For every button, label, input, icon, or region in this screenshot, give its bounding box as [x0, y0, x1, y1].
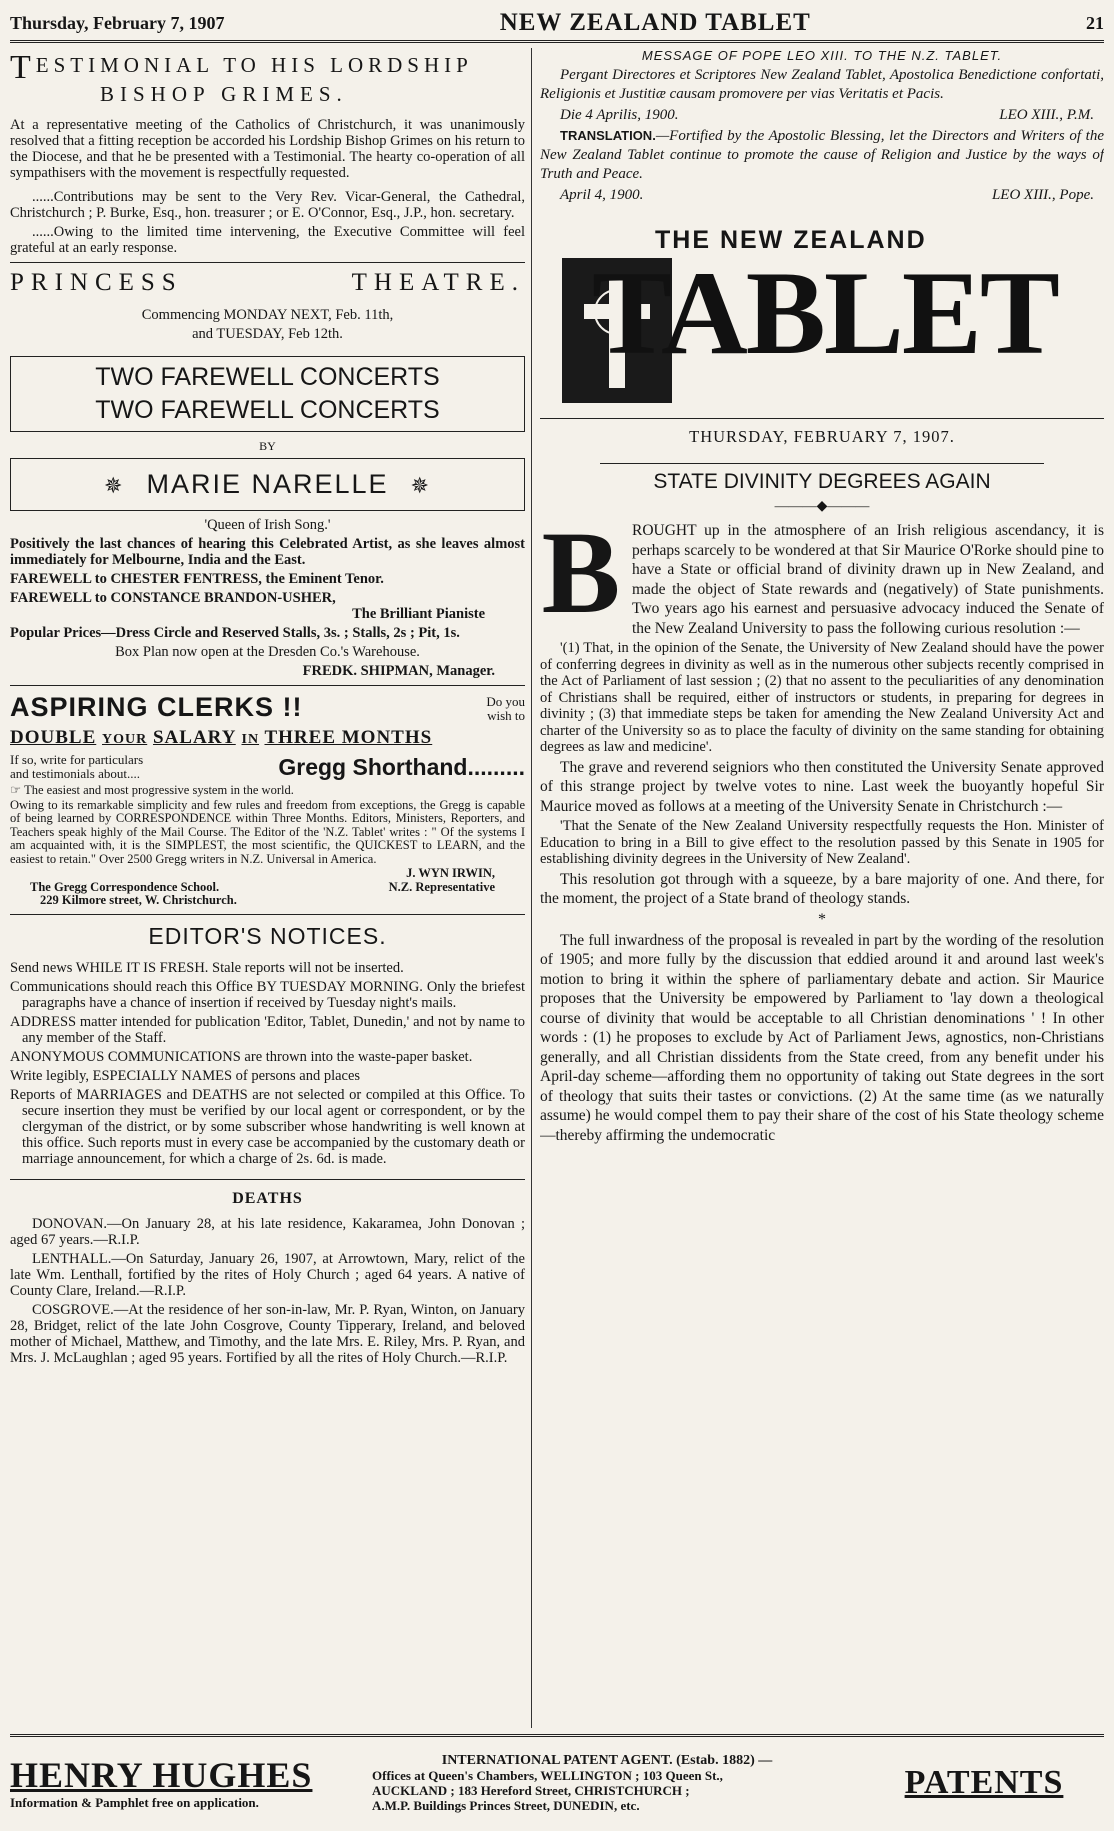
- patent-agent-block: [372, 1753, 842, 1813]
- salary-word: SALARY: [152, 727, 236, 748]
- agent-title: INTERNATIONAL PATENT AGENT.: [441, 1753, 673, 1768]
- agent-title-row: [372, 1753, 842, 1768]
- editors-notices-title: EDITOR'S NOTICES.: [148, 922, 387, 949]
- divider: [10, 1179, 525, 1180]
- left-column: [10, 48, 525, 1728]
- agent-line-3: A.M.P. Buildings Princes Street, DUNEDIN, etc.: [372, 1798, 640, 1813]
- masthead-date: Thursday, February 7, 1907: [10, 12, 225, 33]
- princess-word: PRINCESS: [10, 269, 183, 296]
- testimonial-paragraph: At a representative meeting of the Catholics of Christchurch, it was unanimously resolved that a fitting reception be accorded his Lordship Bishop Grimes on his return to the Diocese, and that he be presented with a Testimonial. The hearty co-operation of all sympathisers with the movement is respectfully requested.: [10, 117, 525, 181]
- henry-hughes-block: [10, 1755, 350, 1811]
- agent-estab: (Estab. 1882) —: [676, 1753, 773, 1768]
- farewell-pianiste: FAREWELL to CONSTANCE BRANDON-USHER,: [10, 590, 336, 606]
- latin-blessing: Pergant Directores et Scriptores New Zealand Tablet, Apostolica Benedictione confortati, Religionis et Justitiæ causam promovere per vias Veritatis et Pacis.: [540, 67, 1104, 102]
- pope-message-title: MESSAGE OF POPE LEO XIII. TO THE N.Z. TABLET.: [641, 48, 1003, 63]
- masthead-title: NEW ZEALAND TABLET: [499, 9, 811, 36]
- aspiring-clerks-headline: ASPIRING CLERKS !!: [10, 692, 303, 722]
- latin-signature-row: [540, 107, 1104, 124]
- article-paragraph-3: This resolution got through with a squeeze, by a bare majority of one. And there, for the moment, the project of a State brand of theology stands.: [540, 870, 1104, 907]
- latin-date: Die 4 Aprilis, 1900.: [560, 107, 679, 123]
- article-paragraph-1: ROUGHT up in the atmosphere of an Irish religious ascendancy, it is perhaps scarcely to be wondered at that Sir Maurice O'Rorke should pine to have a State or official brand of divinity drawn up in New Zealand, and made the object of State rewards and (negatively) of State punishments. Two years ago his earnest and persuasive advocacy induced the Senate of the New Zealand University to pass the following curious resolution :—: [632, 522, 1104, 637]
- star-ornament-left: ✵: [104, 473, 125, 498]
- article-paragraph-4: The full inwardness of the proposal is revealed in part by the wording of the resolution of 1905; and more fully by the discussion that eddied around it and around last week's motion to bring it within the sphere of parliamentary debate and action. Sir Maurice proposes that the University be empowered by Parliament to 'lay down a theological course of divinity that would be acceptable to all Christian denominations ' ! In other words : (1) he proposes to exclude by Act of Parliament Jews, agnostics, non-Christians generally, and all Christian dissidents from the State creed, from any benefit under his April-day scheme—affording them no opportunity of taking out State degrees in the sort of theology that suits their tastes or convictions. (2) At the same time (as we naturally assume) he would compel them to pay their share of the cost of his State theology scheme—thereby affirming the undemocratic: [540, 931, 1104, 1144]
- page-number: 21: [1085, 12, 1104, 33]
- henry-hughes-sub: Information & Pamphlet free on application.: [10, 1795, 259, 1810]
- article-title: STATE DIVINITY DEGREES AGAIN: [653, 470, 991, 493]
- divider: [10, 914, 525, 915]
- box-plan: Box Plan now open at the Dresden Co.'s Warehouse.: [115, 644, 420, 660]
- in-word: IN: [241, 732, 260, 747]
- double-word: DOUBLE: [10, 727, 97, 748]
- masthead: [10, 6, 1104, 43]
- popular-prices: Popular Prices—Dress Circle and Reserved Stalls, 3s. ; Stalls, 2s ; Pit, 1s.: [10, 625, 460, 641]
- princess-line1: Commencing MONDAY NEXT, Feb. 11th,: [141, 307, 394, 323]
- deaths-title: DEATHS: [232, 1189, 303, 1207]
- article-ornament: ———◆———: [774, 499, 870, 514]
- notice-marriages: Reports of MARRIAGES and DEATHS are not selected or compiled at this Office. To secure insertion they must be verified by our local agent or correspondent, or by the clergyman of the district, or by some subscriber whose handwriting is well known at this office. Such reports must in every case be accompanied by the customary death or marriage announcement, for which a charge of 2s. 6d. is made.: [10, 1086, 525, 1167]
- deaths-section: [10, 1190, 525, 1366]
- translation-text: [540, 126, 1104, 184]
- nz-representative: N.Z. Representative: [388, 879, 495, 894]
- notice-communications: Communications should reach this Office BY TUESDAY MORNING. Only the briefest paragraphs have a chance of insertion if received by Tuesday night's mails.: [10, 978, 525, 1011]
- editors-notices: [10, 923, 525, 1167]
- death-notice-donovan: DONOVAN.—On January 28, at his late residence, Kakaramea, John Donovan ; aged 67 years.—R.I.P.: [10, 1215, 525, 1248]
- article-opening: [540, 507, 1104, 638]
- testimonial-title-line2: BISHOP GRIMES.: [100, 82, 348, 106]
- star-ornament-right: ✵: [410, 473, 431, 498]
- footer-ad: [10, 1734, 1104, 1829]
- drop-cap: B: [541, 507, 621, 638]
- concert-line-2: TWO FAREWELL CONCERTS: [95, 396, 440, 424]
- logo-new-zealand: THE NEW ZEALAND: [655, 226, 927, 254]
- death-notice-cosgrove: COSGROVE.—At the residence of her son-in-law, Mr. P. Ryan, Winton, on January 28, Bridget, relict of the late John Cosgrove, County Tipperary, Ireland, and beloved mother of Michael, Matthew, and Timothy, and the late Mrs. E. Riley, Mrs. P. Ryan, and Mrs. J. McLaughlan ; aged 95 years. Fortified by all the rites of Holy Church.—R.I.P.: [10, 1301, 525, 1366]
- irwin-signature: [10, 867, 525, 881]
- three-months-word: THREE MONTHS: [264, 727, 433, 748]
- princess-title: [10, 269, 525, 297]
- double-salary-line: [10, 727, 525, 749]
- princess-theatre-ad: [10, 269, 525, 679]
- notice-address: ADDRESS matter intended for publication 'Editor, Tablet, Dunedin,' and not by name to any member of the Staff.: [10, 1013, 525, 1046]
- testimonial-owing: ......Owing to the limited time intervening, the Executive Committee will feel grateful at an early response.: [10, 224, 525, 256]
- pope-message: [540, 48, 1104, 204]
- easiest-system: ☞ The easiest and most progressive system in the world.: [10, 783, 294, 797]
- testimonial-contributions: ......Contributions may be sent to the Very Rev. Vicar-General, the Cathedral, Christchurch ; P. Burke, Esq., hon. treasurer ; or E. O'Connor, Esq., J.P., hon. secretary.: [10, 189, 525, 221]
- tablet-logo: [540, 218, 1104, 419]
- translation-signature-row: [540, 187, 1104, 204]
- translation-date: April 4, 1900.: [560, 187, 644, 203]
- school-name: The Gregg Correspondence School.: [30, 879, 220, 894]
- article-paragraph-2: The grave and reverend seigniors who then constituted the University Senate approved of this strange project by twelve votes to nine. Last week the buoyantly hopeful Sir Maurice moved as follows at a meeting of the University Senate in Christchurch :—: [540, 758, 1104, 815]
- wish-to-text: wish to: [487, 708, 525, 723]
- death-notice-lenthall: LENTHALL.—On Saturday, January 26, 1907, at Arrowtown, Mary, relict of the late Wm. Lenthall, fortified by the rites of Holy Church ; aged 64 years. A native of County Clare, Ireland.—R.I.P.: [10, 1250, 525, 1299]
- notice-anonymous: ANONYMOUS COMMUNICATIONS are thrown into the waste-paper basket.: [10, 1048, 473, 1065]
- translation-body: —Fortified by the Apostolic Blessing, let the Directors and Writers of the New Zealand Tablet continue to promote the cause of Religion and Justice by the ways of Truth and Peace.: [540, 128, 1104, 182]
- article-quote-2: 'That the Senate of the New Zealand University respectfully requests the Hon. Minister of Education to bring in a Bill to give effect to the resolution passed by this Senate in 1905 for establishing divinity degrees in the University of New Zealand'.: [540, 818, 1104, 867]
- do-you-wish: [486, 695, 525, 723]
- translation-label: TRANSLATION.: [560, 128, 656, 143]
- theatre-word: THEATRE.: [351, 269, 525, 296]
- artist-box: [10, 458, 525, 511]
- gregg-shorthand-ad: [10, 692, 525, 908]
- agent-line-1: Offices at Queen's Chambers, WELLINGTON ; 103 Queen St.,: [372, 1768, 723, 1783]
- testimonial-initial: T: [10, 49, 36, 86]
- if-so-line2: and testimonials about....: [10, 766, 140, 781]
- by-label: BY: [259, 439, 276, 453]
- divider: [600, 463, 1044, 464]
- do-you-text: Do you: [486, 694, 525, 709]
- if-so-text: [10, 753, 143, 781]
- column-rule: [531, 48, 532, 1728]
- notice-legibly: Write legibly, ESPECIALLY NAMES of persons and places: [10, 1067, 361, 1084]
- testimonial-notice: [10, 49, 525, 256]
- school-address: 229 Kilmore street, W. Christchurch.: [40, 893, 237, 907]
- aspiring-row: [10, 692, 525, 723]
- irwin-name: J. WYN IRWIN,: [406, 866, 495, 880]
- farewell-tenor: FAREWELL to CHESTER FENTRESS, the Eminent Tenor.: [10, 571, 384, 587]
- your-word: YOUR: [102, 732, 148, 747]
- henry-hughes-name: HENRY HUGHES: [10, 1755, 313, 1795]
- article-quote-1: '(1) That, in the opinion of the Senate, the University of New Zealand should have the power of conferring degrees in divinity as well as in the numerous other subjects recently comprised in the Act of Parliament of last session ; (2) that no assent to the peculiarities of any denomination of Christians shall be required, either of instructors or students, in preparing for degrees in divinity ; (3) that immediate steps be taken for amending the New Zealand University Act and charter of the University so as to place the faculty of divinity on the same standing for obtaining degrees as law and medicine'.: [540, 640, 1104, 755]
- divider: [10, 685, 525, 686]
- divider: [10, 262, 525, 263]
- latin-signature: LEO XIII., P.M.: [999, 107, 1094, 123]
- concert-line-1: TWO FAREWELL CONCERTS: [95, 363, 440, 391]
- school-row: [10, 881, 525, 895]
- dateline: THURSDAY, FEBRUARY 7, 1907.: [689, 427, 955, 446]
- queen-of-song: 'Queen of Irish Song.': [204, 517, 331, 533]
- gregg-body: Owing to its remarkable simplicity and few rules and freedom from exceptions, the Gregg is capable of being learned by CORRESPONDENCE within Three Months. Editors, Ministers, Reporters, and Teachers speak highly of the Mail Course. The Editor of the 'N.Z. Tablet' writes : " Of the systems I am acquainted with, it is the SIMPLEST, the most scientific, the QUICKEST to LEARN, and the easiest to retain." Over 2500 Gregg writers in N.Z. Universal in America.: [10, 797, 525, 866]
- testimonial-title: [10, 49, 525, 107]
- patents-word: PATENTS: [904, 1764, 1064, 1801]
- if-so-line1: If so, write for particulars: [10, 752, 144, 767]
- concert-box: [10, 356, 525, 432]
- right-column: [540, 48, 1104, 1728]
- gregg-shorthand-title: Gregg Shorthand.........: [278, 753, 525, 780]
- princess-line2: and TUESDAY, Feb 12th.: [192, 326, 343, 342]
- logo-tablet-word: TABLET: [592, 246, 1058, 379]
- manager-signature: FREDK. SHIPMAN, Manager.: [302, 663, 495, 679]
- gregg-row: [10, 753, 525, 781]
- translation-signature: LEO XIII., Pope.: [991, 187, 1094, 203]
- agent-line-2: AUCKLAND ; 183 Hereford Street, CHRISTCHURCH ;: [372, 1783, 690, 1798]
- brilliant-pianiste: The Brilliant Pianiste: [352, 606, 485, 622]
- editorial-article: [540, 470, 1104, 1145]
- section-star: *: [818, 910, 826, 928]
- artist-name: MARIE NARELLE: [146, 469, 389, 499]
- testimonial-title-rest: ESTIMONIAL TO HIS LORDSHIP: [35, 53, 473, 77]
- notice-fresh: Send news WHILE IT IS FRESH. Stale reports will not be inserted.: [10, 959, 404, 976]
- positively-text: Positively the last chances of hearing this Celebrated Artist, as she leaves almost immediately for Melbourne, India and the East.: [10, 536, 525, 568]
